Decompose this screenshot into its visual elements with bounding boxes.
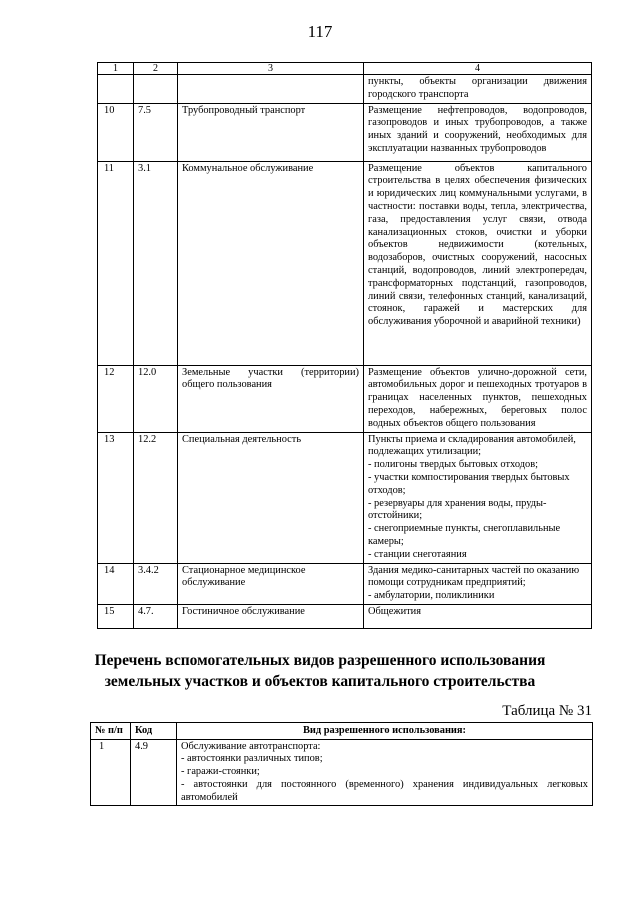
column-header-use-type: Вид разрешенного использования:: [177, 723, 593, 740]
description-line: Здания медико-санитарных частей по оказанию помощи сотрудникам предприятий;: [368, 564, 580, 589]
table-row: [98, 161, 592, 365]
column-header-num: № п/п: [91, 723, 131, 740]
row-description: Общежития: [364, 604, 592, 628]
description-line: - амбулатории, поликлиники: [368, 590, 495, 602]
description-line: Пункты приема и складирования автомобилей, подлежащих утилизации;: [368, 433, 576, 458]
row-description: [364, 432, 592, 563]
row-description: пункты, объекты организации движения городского транспорта: [364, 75, 592, 104]
row-number: 15: [98, 604, 134, 628]
row-number: 14: [98, 563, 134, 604]
description-line: - автостоянки для постоянного (временного) хранения индивидуальных легковых автомобилей: [181, 778, 588, 803]
row-description: Размещение нефтепроводов, водопроводов, газопроводов и иных трубопроводов, а также иных зданий и сооружений, необходимых для эксплуатации названных трубопроводов: [364, 103, 592, 161]
row-description: [364, 563, 592, 604]
row-number: [98, 75, 134, 104]
description-line: - гаражи-стоянки;: [181, 766, 260, 778]
row-code: [134, 75, 178, 104]
table-row: [98, 103, 592, 161]
row-name: [178, 75, 364, 104]
column-header: 3: [178, 63, 364, 75]
row-number: 11: [98, 161, 134, 365]
row-number: 10: [98, 103, 134, 161]
table-label: Таблица № 31: [502, 703, 592, 719]
description-line: - автостоянки различных типов;: [181, 753, 323, 765]
row-code: 4.7.: [134, 604, 178, 628]
description-line: - резервуары для хранения воды, пруды-отстойники;: [368, 497, 547, 522]
table-row: [91, 739, 593, 806]
row-code: 4.9: [131, 739, 177, 806]
row-number: 1: [91, 739, 131, 806]
row-number: 12: [98, 365, 134, 432]
table-header-row: [98, 63, 592, 75]
table-header-row: [91, 723, 593, 740]
table-row: [98, 604, 592, 628]
description-line: - полигоны твердых бытовых отходов;: [368, 459, 538, 471]
column-header: 1: [98, 63, 134, 75]
row-name: Стационарное медицинское обслуживание: [178, 563, 364, 604]
table-row: [98, 432, 592, 563]
row-code: 7.5: [134, 103, 178, 161]
row-description: Размещение объектов капитального строительства в целях обеспечения физических и юридических лиц коммунальными услугами, в частности: поставки воды, тепла, электричества, газа, предоставления услуг связи, отвода канализационных стоков, очистки и уборки объектов недвижимости (котельных, водозаборов, очистных сооружений, насосных станций, водопроводов, линий электропередач, трансформаторных подстанций, газопроводов, линий связи, телефонных станций, канализаций, стоянок, гаражей и мастерских для обслуживания уборочной и аварийной техники): [364, 161, 592, 365]
table-row: [98, 365, 592, 432]
row-name: Специальная деятельность: [178, 432, 364, 563]
description-line: - участки компостирования твердых бытовых отходов;: [368, 471, 570, 496]
description-line: - снегоприемные пункты, снегоплавильные камеры;: [368, 523, 561, 547]
page-number: 117: [307, 22, 333, 41]
land-use-table-continued: [97, 62, 592, 629]
row-name: Коммунальное обслуживание: [178, 161, 364, 365]
row-name: Гостиничное обслуживание: [178, 604, 364, 628]
description-line: Обслуживание автотранспорта:: [181, 740, 321, 752]
row-number: 13: [98, 432, 134, 563]
table-row: [98, 563, 592, 604]
column-header-code: Код: [131, 723, 177, 740]
row-description: [177, 739, 593, 806]
description-line: - станции снеготаяния: [368, 548, 467, 560]
row-name: Земельные участки (территории) общего пользования: [178, 365, 364, 432]
row-code: 12.2: [134, 432, 178, 563]
table-row: [98, 75, 592, 104]
row-code: 12.0: [134, 365, 178, 432]
column-header: 4: [364, 63, 592, 75]
row-code: 3.1: [134, 161, 178, 365]
auxiliary-use-table: [90, 722, 593, 806]
row-code: 3.4.2: [134, 563, 178, 604]
column-header: 2: [134, 63, 178, 75]
section-heading: [0, 650, 640, 692]
row-description: Размещение объектов улично-дорожной сети, автомобильных дорог и пешеходных тротуаров в границах населенных пунктов, пешеходных переходов, набережных, береговых полос водных объектов общего пользования: [364, 365, 592, 432]
row-name: Трубопроводный транспорт: [178, 103, 364, 161]
section-heading-text: Перечень вспомогательных видов разрешенного использования земельных участков и объектов капитального строительства: [94, 652, 546, 690]
